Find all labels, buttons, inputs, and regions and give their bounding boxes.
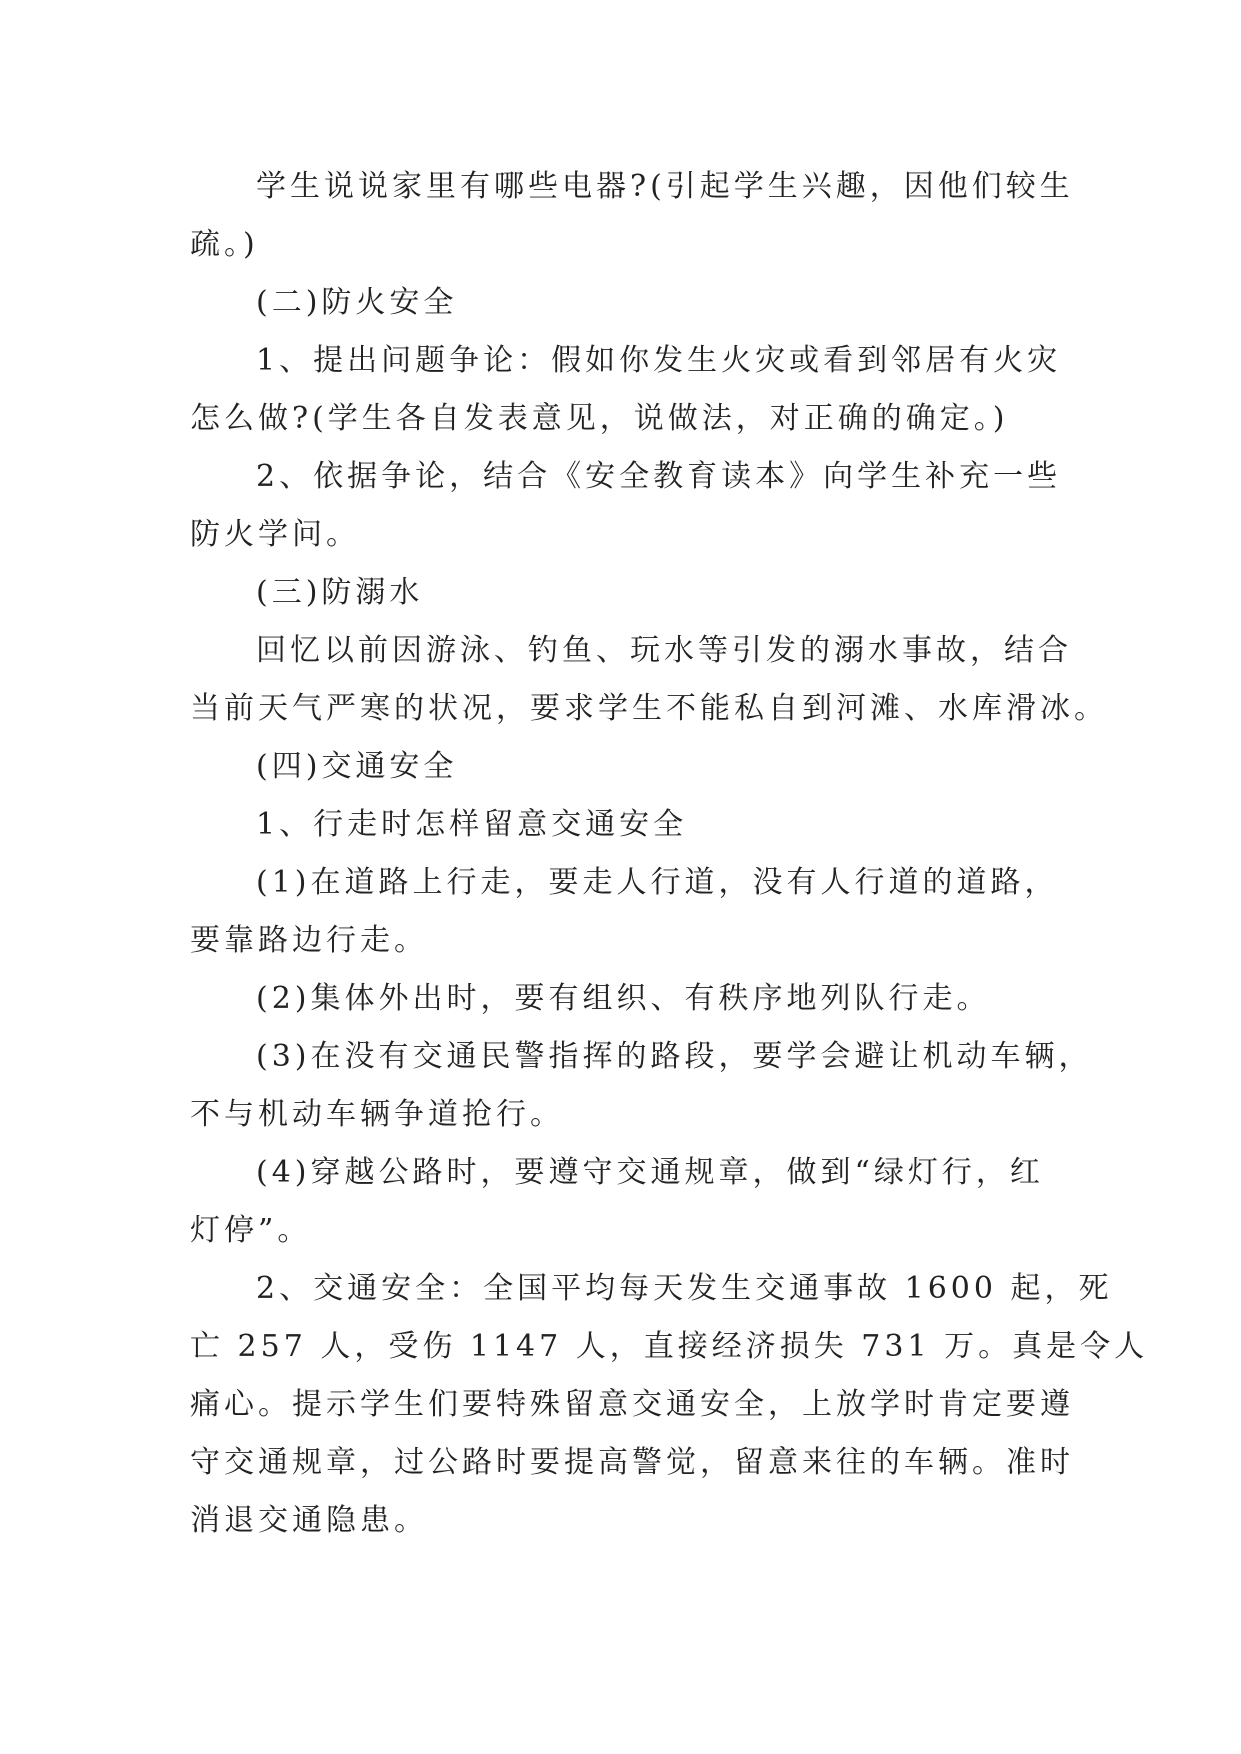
heading-line: 1、行走时怎样留意交通安全: [256, 807, 688, 842]
paragraph-line: (2)集体外出时，要有组织、有秩序地列队行走。: [256, 981, 991, 1016]
list-item-4: [190, 1144, 1060, 1260]
document-body: [190, 158, 1149, 1550]
paragraph-line: 2、依据争论，结合《安全教育读本》向学生补充一些: [256, 459, 1062, 494]
paragraph-line: 学生说说家里有哪些电器?(引起学生兴趣，因他们较生: [256, 169, 1074, 204]
paragraph-line: 痛心。提示学生们要特殊留意交通安全，上放学时肯定要遵: [190, 1387, 1074, 1422]
section-heading-fire-safety: [190, 274, 1060, 332]
paragraph-line: (3)在没有交通民警指挥的路段，要学会避让机动车辆，: [256, 1039, 1093, 1074]
paragraph-traffic-statistics: [190, 1260, 1149, 1550]
paragraph-fire-knowledge: [190, 448, 1060, 564]
paragraph-line: 回忆以前因游泳、钓鱼、玩水等引发的溺水事故，结合: [256, 633, 1072, 668]
paragraph-line: 灯停”。: [190, 1213, 312, 1248]
paragraph-appliances: [190, 158, 1074, 274]
heading-line: (四)交通安全: [256, 749, 458, 784]
subheading-walking-safety: [190, 796, 1060, 854]
list-item-3: [190, 1028, 1093, 1144]
list-item-2: [190, 970, 1060, 1028]
paragraph-line: 怎么做?(学生各自发表意见，说做法，对正确的确定。): [190, 401, 1009, 436]
paragraph-line: (4)穿越公路时，要遵守交通规章，做到“绿灯行，红: [256, 1155, 1044, 1190]
paragraph-line: 当前天气严寒的状况，要求学生不能私自到河滩、水库滑冰。: [190, 691, 1108, 726]
paragraph-line: (1)在道路上行走，要走人行道，没有人行道的道路，: [256, 865, 1059, 900]
paragraph-line: 要靠路边行走。: [190, 923, 428, 958]
paragraph-drowning: [190, 622, 1108, 738]
section-heading-drowning: [190, 564, 1060, 622]
paragraph-line: 不与机动车辆争道抢行。: [190, 1097, 564, 1132]
heading-line: (二)防火安全: [256, 285, 458, 320]
paragraph-line: 亡 257 人，受伤 1147 人，直接经济损失 731 万。真是令人: [190, 1329, 1149, 1364]
section-heading-traffic: [190, 738, 1060, 796]
paragraph-line: 疏。): [190, 227, 259, 262]
paragraph-line: 2、交通安全：全国平均每天发生交通事故 1600 起，死: [256, 1271, 1113, 1306]
paragraph-fire-question: [190, 332, 1060, 448]
paragraph-line: 防火学问。: [190, 517, 360, 552]
paragraph-line: 1、提出问题争论：假如你发生火灾或看到邻居有火灾: [256, 343, 1062, 378]
list-item-1: [190, 854, 1060, 970]
heading-line: (三)防溺水: [256, 575, 424, 610]
paragraph-line: 守交通规章，过公路时要提高警觉，留意来往的车辆。准时: [190, 1445, 1074, 1480]
paragraph-line: 消退交通隐患。: [190, 1503, 428, 1538]
